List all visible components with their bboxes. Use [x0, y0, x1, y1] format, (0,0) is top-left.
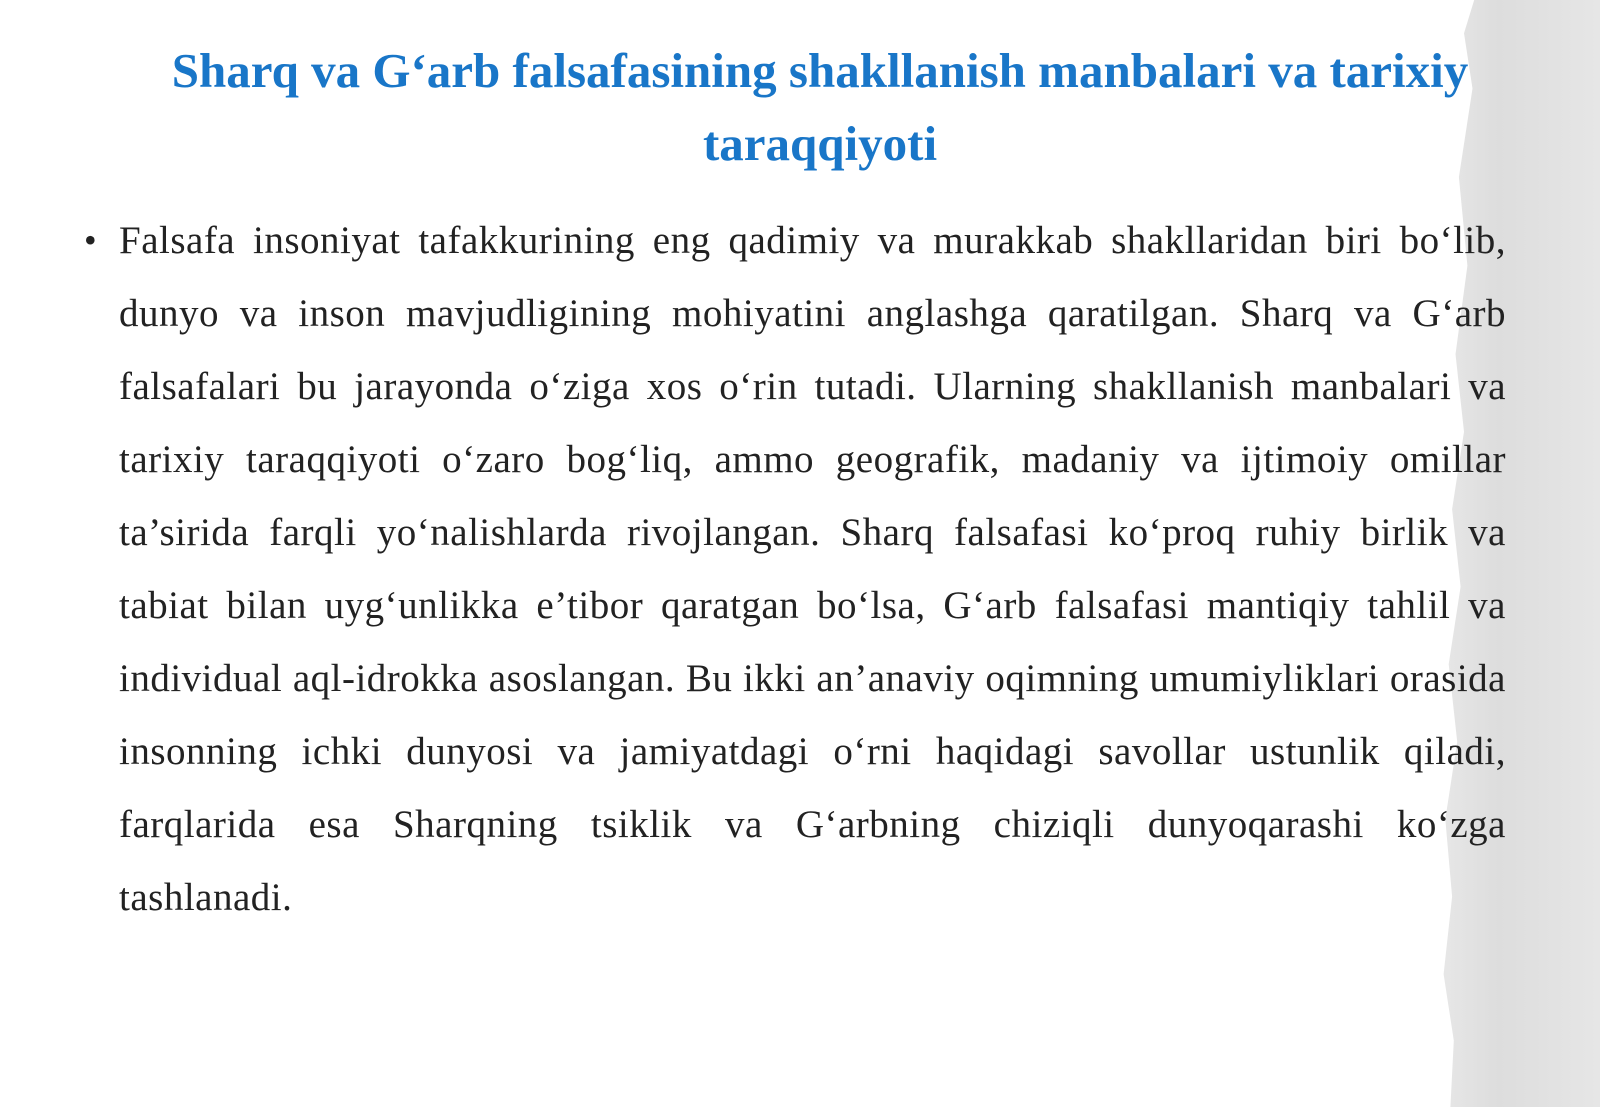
slide-title: Sharq va G‘arb falsafasining shakllanish manbalari va tarixiy taraqqiyoti [171, 43, 1469, 171]
bullet-icon: • [84, 220, 97, 260]
bullet-paragraph: Falsafa insoniyat tafakkurining eng qadimiy va murakkab shakllaridan biri bo‘lib, dunyo va inson mavjudligining mohiyatini anglashga qaratilgan. Sharq va G‘arb falsafalari bu jarayonda o‘ziga xos o‘rin tutadi. Ularning shakllanish manbalari va tarixiy taraqqiyoti o‘zaro bog‘liq, ammo geografik, madaniy va ijtimoiy omillar ta’sirida farqli yo‘nalishlarda rivojlangan. Sharq falsafasi ko‘proq ruhiy birlik va tabiat bilan uyg‘unlikka e’tibor qaratgan bo‘lsa, G‘arb falsafasi mantiqiy tahlil va individual aql-idrokka asoslangan. Bu ikki an’anaviy oqimning umumiyliklari orasida insonning ichki dunyosi va jamiyatdagi o‘rni haqidagi savollar ustunlik qiladi, farqlarida esa Sharqning tsiklik va G‘arbning chiziqli dunyoqarashi ko‘zga tashlanadi. [119, 219, 1506, 919]
bullet-list [84, 204, 1506, 934]
